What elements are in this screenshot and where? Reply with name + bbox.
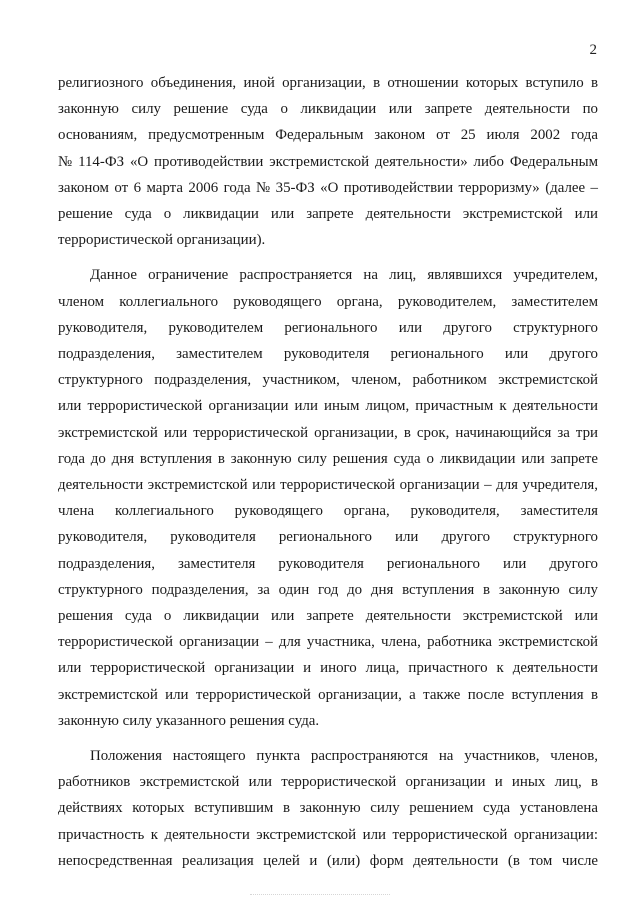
page-number: 2 [589,42,597,58]
text-line: законную силу указанного решения суда. [58,712,320,729]
text-line: № 114-ФЗ «О противодействии экстремистской деятельности» либо Федеральным [58,153,598,170]
text-line: решения суда о ликвидации или запрете деятельности экстремистской или [58,608,598,625]
text-line: члена коллегиального руководящего органа, руководителя, заместителя [58,503,598,520]
text-line: причастность к деятельности экстремистской или террористической организации: [58,826,598,843]
text-line: религиозного объединения, иной организации, в отношении которых вступило в [58,75,598,91]
text-line: года до дня вступления в законную силу решения суда о ликвидации или запрете [58,450,598,467]
text-line: законную силу решение суда о ликвидации или запрете деятельности по [58,101,598,118]
text-line: деятельности экстремистской или террористической организации – для учредителя, [58,477,598,494]
scan-artifact [250,894,390,897]
text-line: структурного подразделения, за один год до дня вступления в законную силу [58,581,598,598]
text-line: работников экстремистской или террористической организации и иных лиц, в [58,774,598,791]
text-line: действиях которых вступившим в законную силу решением суда установлена [58,800,598,817]
text-line: экстремистской или террористической организации, а также после вступления в [58,686,598,703]
text-line: руководителя, руководителя регионального или другого структурного [58,529,598,546]
text-line: руководителя, руководителем регионального или другого структурного [58,319,598,336]
document-body [58,70,598,874]
text-line: решение суда о ликвидации или запрете деятельности экстремистской или [58,206,598,223]
text-line: подразделения, заместителя руководителя регионального или другого [58,555,598,572]
text-line: Положения настоящего пункта распространяются на участников, членов, [90,748,598,765]
text-line: структурного подразделения, участником, членом, работником экстремистской [58,372,598,389]
paragraph-3 [58,743,598,874]
text-line: или террористической организации или иным лицом, причастным к деятельности [58,398,598,415]
text-line: Данное ограничение распространяется на лиц, являвшихся учредителем, [90,267,598,284]
text-line: или террористической организации и иного лица, причастного к деятельности [58,660,598,677]
text-line: подразделения, заместителем руководителя регионального или другого [58,346,598,363]
text-line: законом от 6 марта 2006 года № 35-ФЗ «О противодействии терроризму» (далее – [58,179,598,196]
text-line: членом коллегиального руководящего органа, руководителем, заместителем [58,293,598,310]
text-line: экстремистской или террористической организации, в срок, начинающийся за три [58,424,598,441]
text-line: террористической организации). [58,232,266,249]
paragraph-1 [58,70,598,253]
text-line: непосредственная реализация целей и (или) форм деятельности (в том числе [58,852,598,869]
text-line: террористической организации – для участника, члена, работника экстремистской [58,634,598,651]
paragraph-2 [58,262,598,734]
text-line: основаниям, предусмотренным Федеральным законом от 25 июля 2002 года [58,127,598,144]
